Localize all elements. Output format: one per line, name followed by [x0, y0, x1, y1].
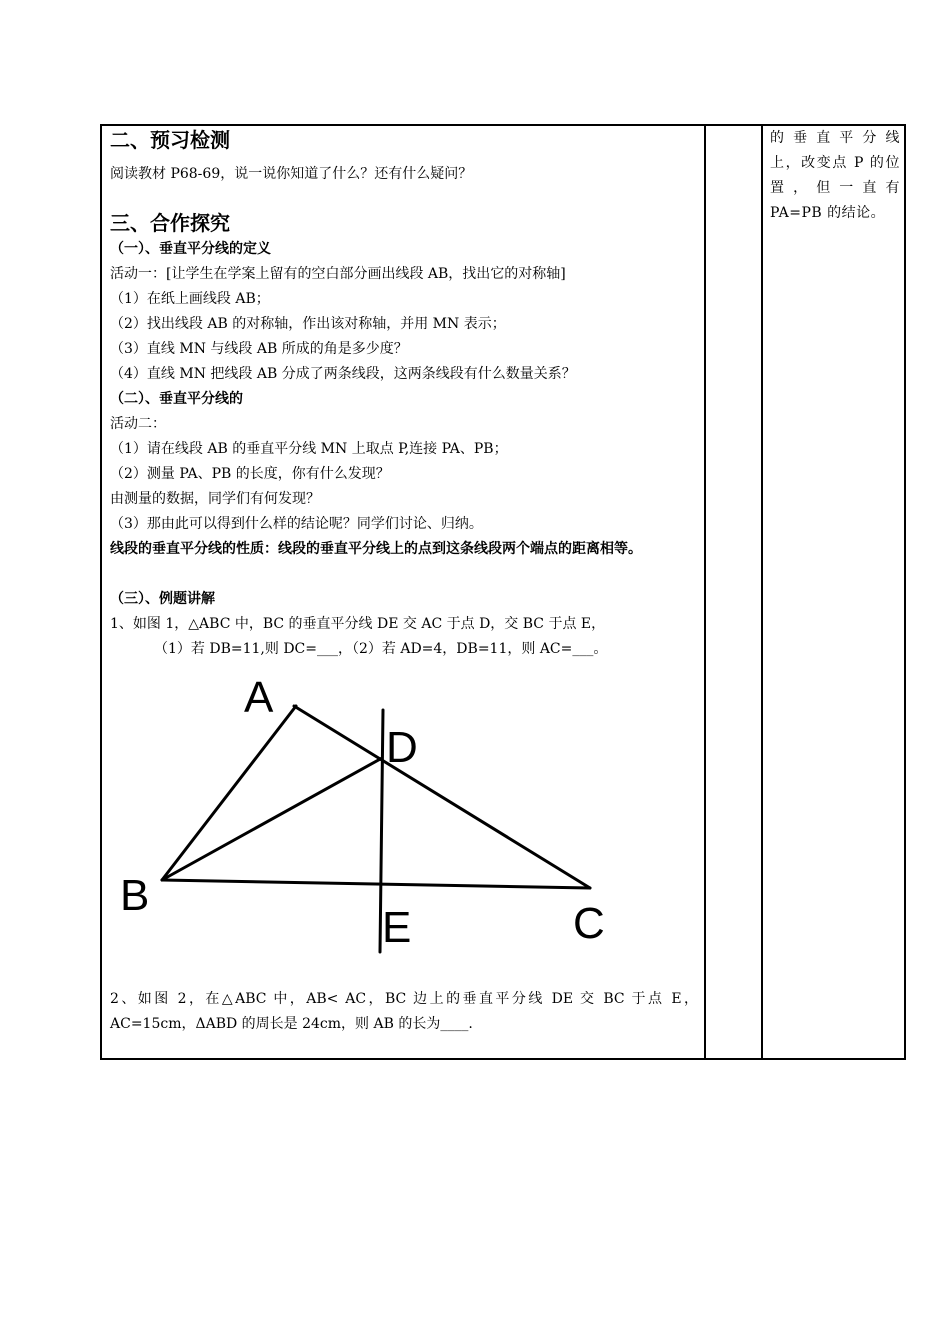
part1-title: （一）、垂直平分线的定义 — [110, 241, 271, 257]
activity1-label: 活动一：[让学生在学案上留有的空白部分画出线段 AB，找出它的对称轴] — [110, 266, 566, 282]
activity2-label: 活动二： — [110, 416, 166, 432]
segment-ba — [162, 706, 296, 880]
side-note-column — [770, 126, 900, 226]
section3-title: 三、合作探究 — [110, 211, 230, 235]
side-note-line: PA=PB 的结论。 — [770, 205, 886, 221]
activity1-item: （2）找出线段 AB 的对称轴，作出该对称轴，并用 MN 表示； — [110, 316, 506, 332]
activity1-item: （3）直线 MN 与线段 AB 所成的角是多少度？ — [110, 341, 408, 357]
label-d: D — [386, 723, 418, 772]
column-divider — [704, 126, 706, 1058]
lesson-table — [100, 124, 906, 1060]
triangle-figure — [110, 670, 610, 975]
column-divider — [761, 126, 763, 1058]
part3-title: （三）、例题讲解 — [110, 591, 215, 607]
activity2-item: （3）那由此可以得到什么样的结论呢？同学们讨论、归纳。 — [110, 516, 483, 532]
section2-title: 二、预习检测 — [110, 128, 230, 152]
example2-text: 2、如图 2，在△ABC 中，AB< AC，BC 边上的垂直平分线 DE 交 BC 于点 E，AC=15cm，ΔABD 的周长是 24cm，则 AB 的长为____. — [110, 991, 698, 1032]
segment-bd — [162, 758, 382, 880]
main-column — [110, 126, 698, 1037]
side-note-line: 的垂直平分线 — [770, 130, 900, 146]
label-c: C — [573, 899, 605, 948]
activity2-item: （2）测量 PA、PB 的长度，你有什么发现？ — [110, 466, 390, 482]
segment-bc — [162, 880, 590, 888]
side-note-line: 置，但一直有 — [770, 180, 900, 196]
activity2-item: （1）请在线段 AB 的垂直平分线 MN 上取点 P,连接 PA、PB； — [110, 441, 508, 457]
label-a: A — [244, 673, 274, 722]
section2-text: 阅读教材 P68-69，说一说你知道了什么？还有什么疑问？ — [110, 166, 473, 182]
example1-line2: （1）若 DB=11,则 DC=___，（2）若 AD=4，DB=11，则 AC=___。 — [154, 641, 608, 657]
activity2-item: 由测量的数据，同学们有何发现？ — [110, 491, 320, 507]
activity1-item: （4）直线 MN 把线段 AB 分成了两条线段，这两条线段有什么数量关系？ — [110, 366, 576, 382]
label-e: E — [382, 903, 412, 952]
activity1-item: （1）在纸上画线段 AB； — [110, 291, 270, 307]
label-b: B — [120, 871, 150, 920]
segment-ac — [294, 706, 590, 888]
property-statement: 线段的垂直平分线的性质：线段的垂直平分线上的点到这条线段两个端点的距离相等。 — [110, 541, 642, 557]
side-note-line: 上，改变点 P 的位 — [770, 155, 900, 171]
part2-title: （二）、垂直平分线的 — [110, 391, 243, 407]
example1-line1: 1、如图 1，△ABC 中，BC 的垂直平分线 DE 交 AC 于点 D，交 BC 于点 E， — [110, 616, 606, 632]
